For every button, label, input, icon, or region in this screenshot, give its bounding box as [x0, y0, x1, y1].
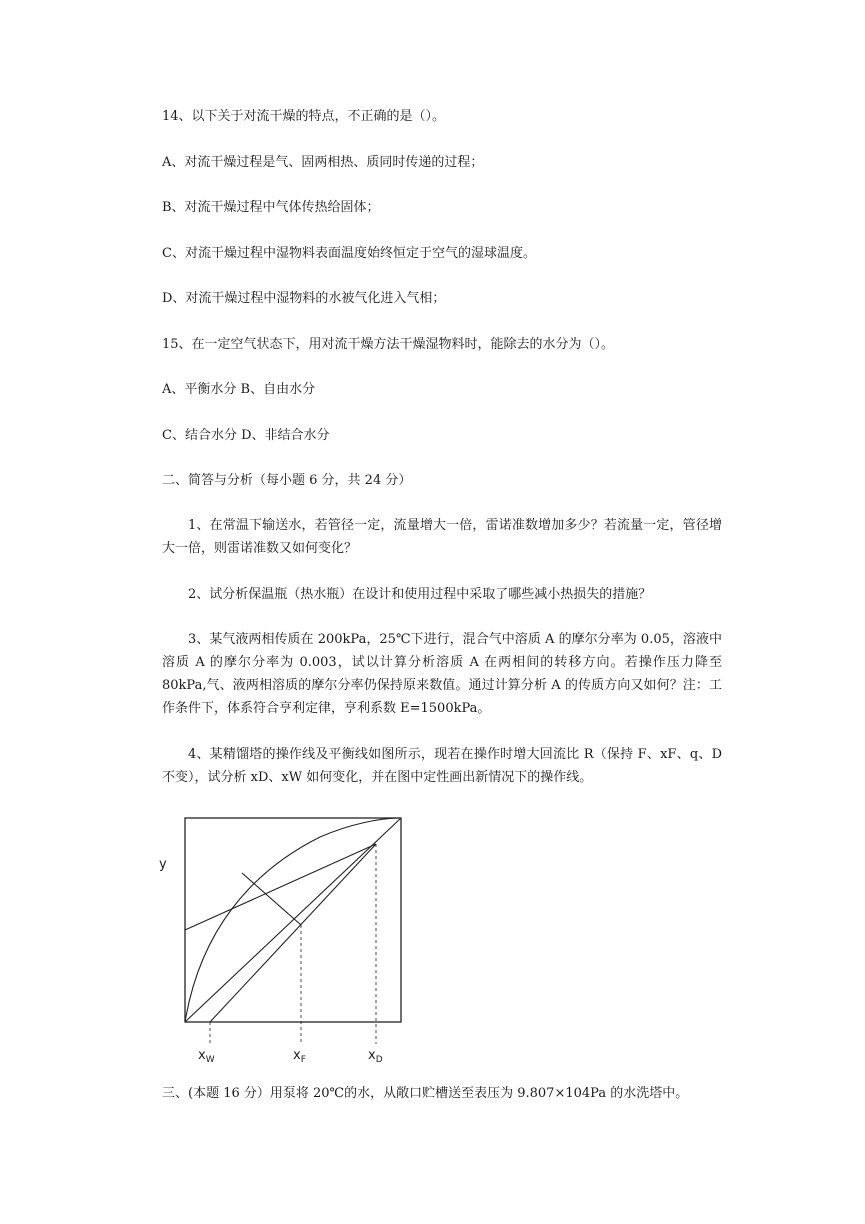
mccabe-thiele-diagram [155, 812, 415, 1072]
short-question-1: 1、在常温下输送水，若管径一定，流量增大一倍，雷诺准数增加多少？若流量一定，管径增大一倍，则雷诺准数又如何变化？ [162, 518, 722, 556]
q14-option-c: C、对流干燥过程中湿物料表面温度始终恒定于空气的湿球温度。 [162, 246, 536, 261]
xw-label: $x_W$ [198, 1048, 215, 1065]
stripping-operating-line [210, 844, 376, 1022]
rectifying-operating-line [185, 844, 376, 930]
xf-label: $x_F$ [293, 1048, 306, 1065]
xd-label: $x_D$ [368, 1048, 383, 1065]
section-three-heading: 三、(本题 16 分）用泵将 20℃的水，从敞口贮槽送至表压为 9.807×104Pa 的水洗塔中。 [162, 1086, 689, 1101]
q15-option-cd: C、结合水分 D、非结合水分 [162, 428, 330, 443]
q15-stem: 15、在一定空气状态下，用对流干燥方法干燥湿物料时，能除去的水分为（）。 [162, 337, 615, 352]
section-two-heading: 二、简答与分析（每小题 6 分，共 24 分） [162, 473, 412, 488]
diagonal-line [185, 818, 401, 1022]
q-line [242, 873, 301, 925]
q15-option-ab: A、平衡水分 B、自由水分 [162, 382, 316, 397]
q14-stem: 14、以下关于对流干燥的特点，不正确的是（）。 [162, 109, 446, 124]
short-question-4: 4、某精馏塔的操作线及平衡线如图所示，现若在操作时增大回流比 R（保持 F、xF、q、D 不变），试分析 xD、xW 如何变化，并在图中定性画出新情况下的操作线。 [162, 747, 722, 785]
q14-option-a: A、对流干燥过程是气、固两相热、质同时传递的过程； [162, 155, 484, 170]
y-axis-label: y [159, 857, 167, 872]
short-question-2: 2、试分析保温瓶（热水瓶）在设计和使用过程中采取了哪些减小热损失的措施？ [188, 587, 652, 602]
q14-option-d: D、对流干燥过程中湿物料的水被气化进入气相； [162, 291, 446, 306]
short-question-3: 3、某气液两相传质在 200kPa，25℃下进行，混合气中溶质 A 的摩尔分率为 0.05，溶液中溶质 A 的摩尔分率为 0.003，试以计算分析溶质 A 在两相间的转移方向。若操作压力降至 80kPa,气、液两相溶质的摩尔分率仍保持原来数值。通过计算分析 A 的传质方向又如何？注：工作条件下，体系符合亨利定律，亨利系数 E=1500kPa。 [162, 632, 722, 716]
q14-option-b: B、对流干燥过程中气体传热给固体； [162, 200, 380, 215]
